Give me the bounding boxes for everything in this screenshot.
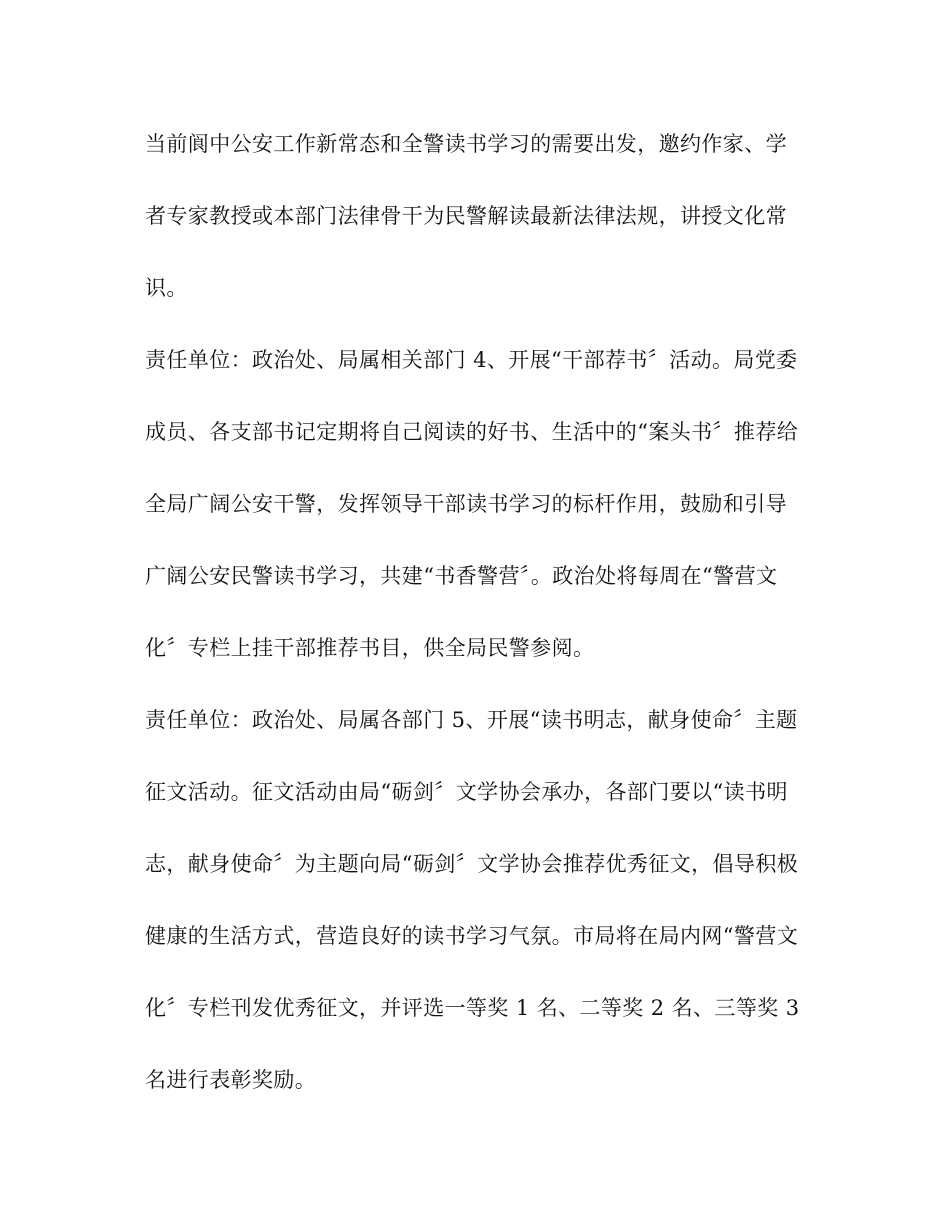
text-line: 化〞专栏上挂干部推荐书目，供全局民警参阅。	[145, 636, 595, 660]
text-line: 广阔公安民警读书学习，共建“书香警营〞。政治处将每周在“警营文	[145, 564, 778, 588]
text-line: 责任单位：政治处、局属各部门 5、开展“读书明志，献身使命〞主题	[145, 708, 798, 732]
text-line: 识。	[145, 276, 188, 300]
text-line: 当前阆中公安工作新常态和全警读书学习的需要出发，邀约作家、学	[145, 132, 787, 156]
text-line: 责任单位：政治处、局属相关部门 4、开展“干部荐书〞活动。局党委	[145, 348, 798, 372]
text-line: 健康的生活方式，营造良好的读书学习气氛。市局将在局内网“警营文	[145, 924, 799, 948]
text-line: 名进行表彰奖励。	[145, 1068, 317, 1092]
text-line: 者专家教授或本部门法律骨干为民警解读最新法律法规，讲授文化常	[145, 204, 787, 228]
text-line: 征文活动。征文活动由局“砺剑〞文学协会承办，各部门要以“读书明	[145, 780, 788, 804]
text-line: 志，献身使命〞为主题向局“砺剑〞文学协会推荐优秀征文，倡导积极	[145, 852, 799, 876]
text-line: 化〞专栏刊发优秀征文，并评选一等奖 1 名、二等奖 2 名、三等奖 3	[145, 996, 800, 1020]
text-line: 全局广阔公安干警，发挥领导干部读书学习的标杆作用，鼓励和引导	[145, 492, 787, 516]
text-line: 成员、各支部书记定期将自己阅读的好书、生活中的“案头书〞推荐给	[145, 420, 799, 444]
